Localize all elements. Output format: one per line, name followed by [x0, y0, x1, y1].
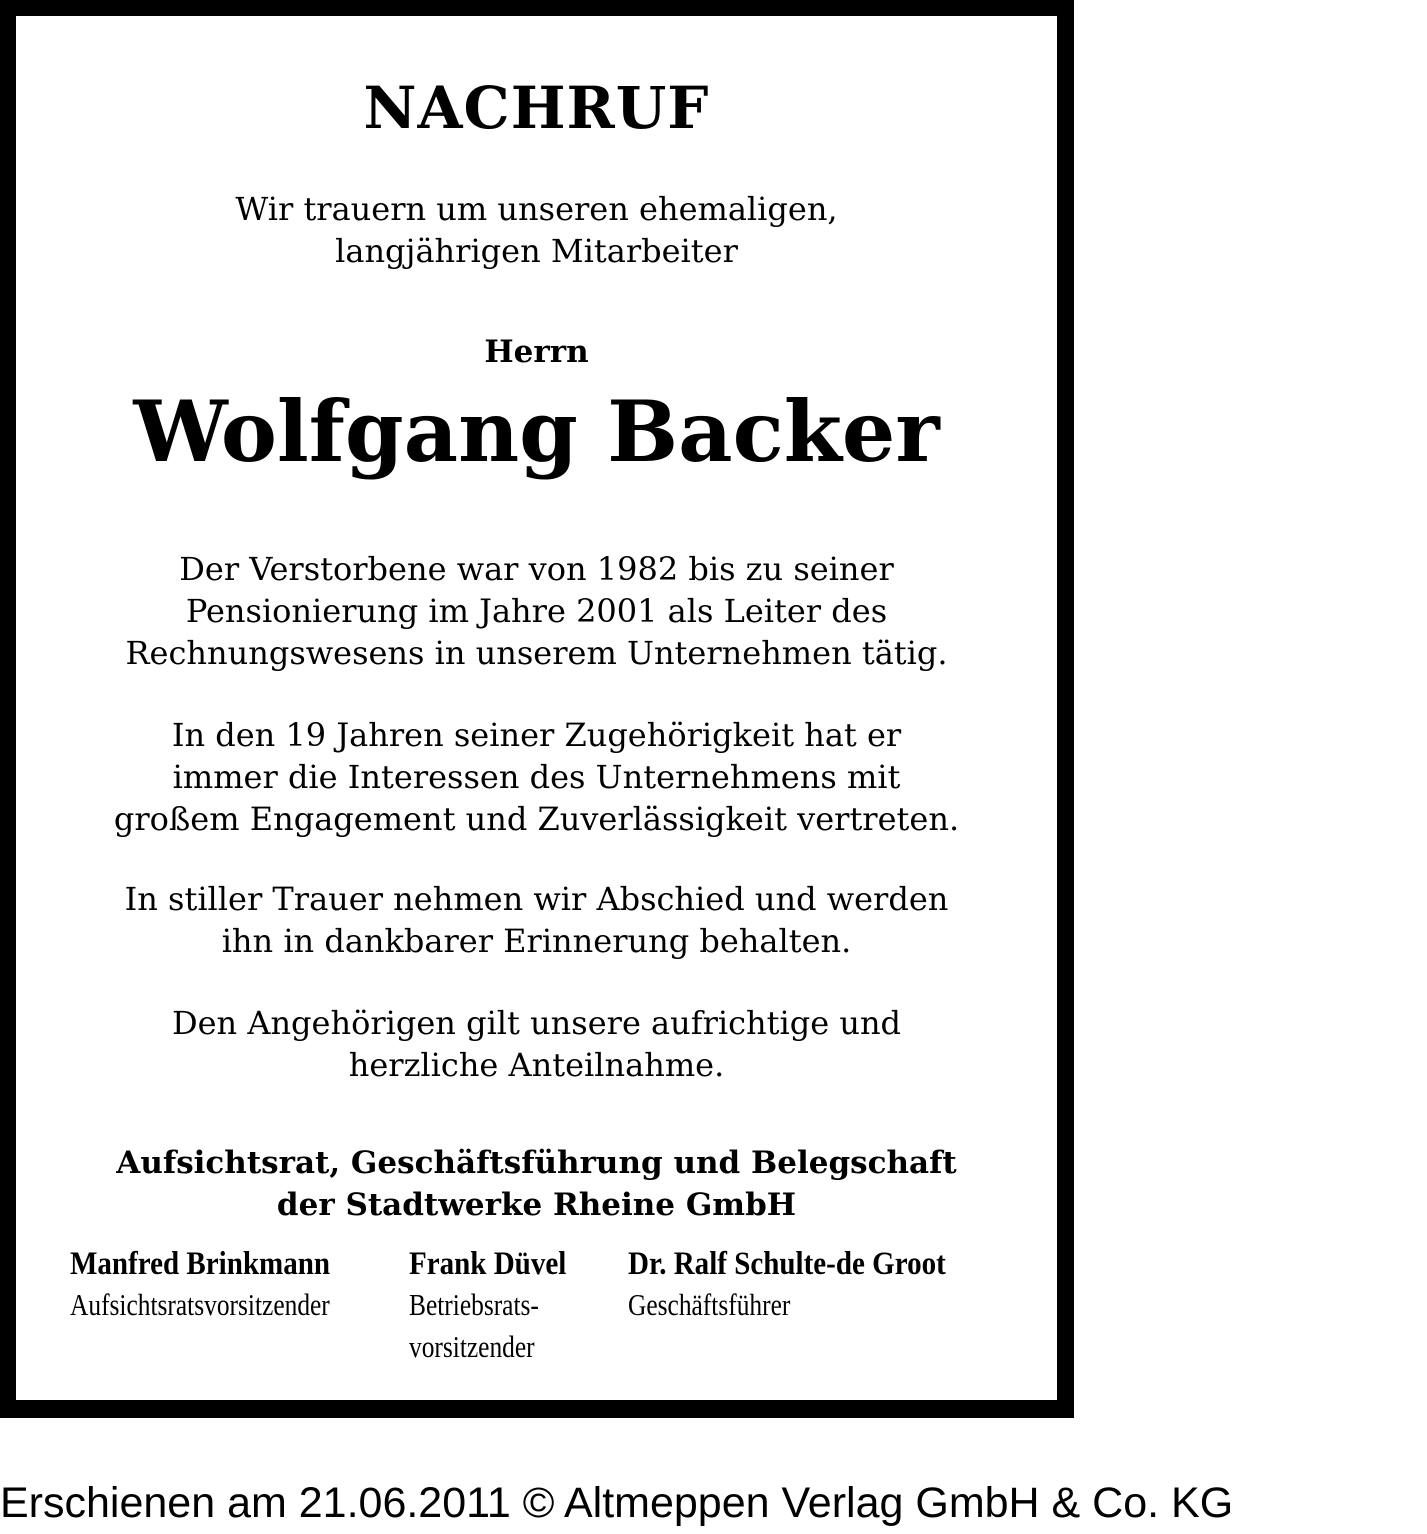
signatory-1	[70, 1244, 387, 1326]
signatory-name: Dr. Ralf Schulte-de Groot	[628, 1246, 946, 1282]
paragraph-condolence: Den Angehörigen gilt unsere aufrichtige und herzliche Anteilnahme.	[171, 1004, 902, 1084]
signatory-role: Betriebsrats- vorsitzender	[409, 1287, 539, 1364]
paragraph-career: Der Verstorbene war von 1982 bis zu seiner Pensionierung im Jahre 2001 als Leiter des Rechnungswesens in unserem Unternehmen tätig.	[125, 550, 948, 672]
deceased-name: Wolfgang Backer	[133, 382, 940, 481]
signatory-name: Frank Düvel	[409, 1246, 567, 1282]
signatory-role: Aufsichtsratsvorsitzender	[70, 1287, 330, 1322]
obituary-title: NACHRUF	[363, 74, 710, 142]
paragraph-farewell: In stiller Trauer nehmen wir Abschied und werden ihn in dankbarer Erinnerung behalten.	[124, 880, 949, 960]
signatory-3	[628, 1244, 989, 1326]
paragraph-commitment: In den 19 Jahren seiner Zugehörigkeit hat er immer die Interessen des Unternehmens mit großem Engagement und Zuverlässigkeit vertreten.	[113, 716, 960, 838]
signatory-name: Manfred Brinkmann	[70, 1246, 331, 1282]
publication-footer: Erschienen am 21.06.2011 © Altmeppen Verlag GmbH & Co. KG	[0, 1479, 1234, 1527]
organization-signature: Aufsichtsrat, Geschäftsführung und Belegschaft der Stadtwerke Rheine GmbH	[116, 1145, 957, 1223]
salutation: Herrn	[484, 334, 589, 370]
obituary-card	[16, 16, 1057, 1400]
signatory-2	[409, 1244, 588, 1368]
intro-text: Wir trauern um unseren ehemaligen, langjährigen Mitarbeiter	[235, 190, 838, 270]
signatory-role: Geschäftsführer	[628, 1287, 791, 1322]
